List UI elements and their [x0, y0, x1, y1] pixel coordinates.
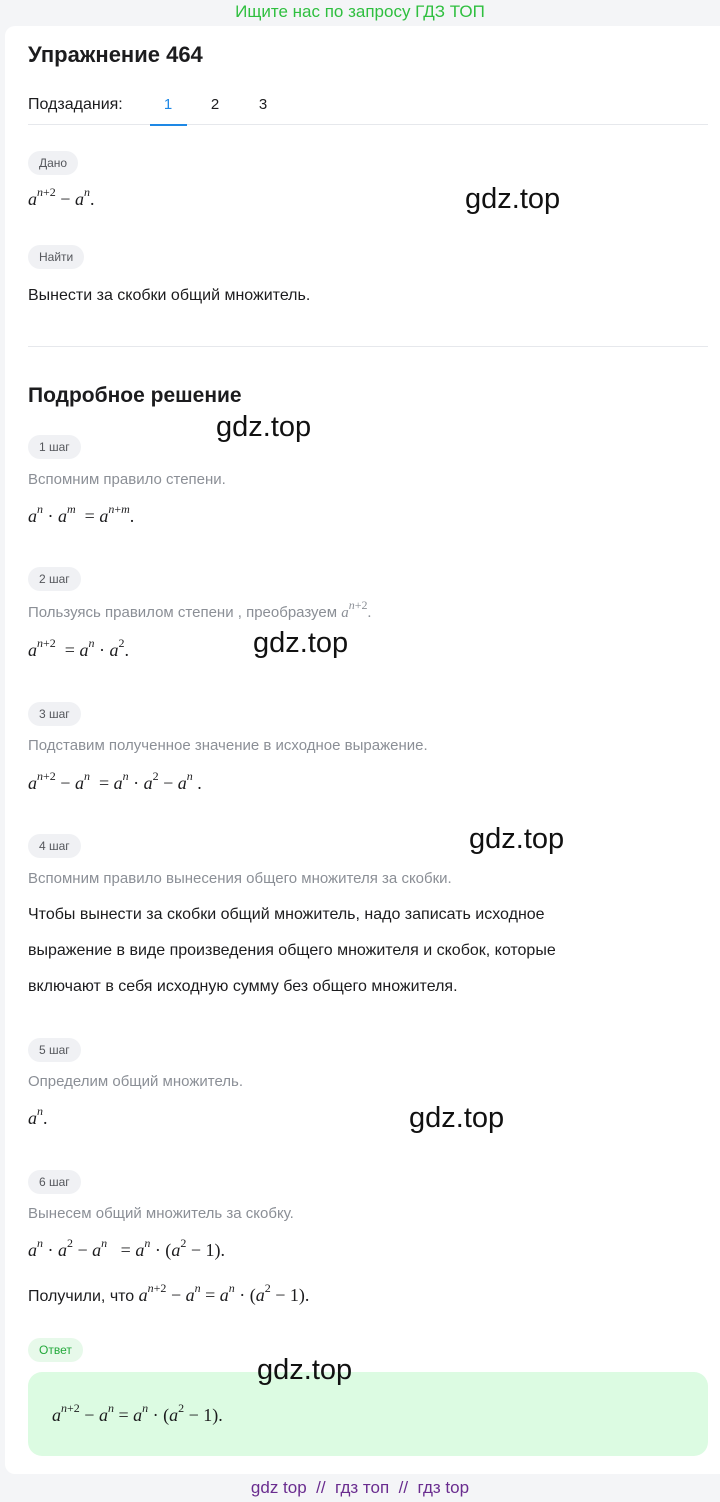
- find-text: Вынести за скобки общий множитель.: [28, 287, 311, 304]
- subtask-tab-1[interactable]: 1: [163, 96, 173, 113]
- given-pill: Дано: [28, 151, 78, 175]
- answer-pill: Ответ: [28, 1338, 83, 1362]
- exercise-card: [5, 26, 720, 1474]
- step-pill: 4 шаг: [28, 834, 81, 858]
- step-3-badge: [28, 702, 81, 726]
- step-4-hint: Вспомним правило вынесения общего множителя за скобки.: [28, 870, 452, 887]
- step-5-badge: [28, 1038, 81, 1062]
- step-pill: 3 шаг: [28, 702, 81, 726]
- answer-formula: $a^{n+2} - a^n = a^n \cdot (a^2 - 1)$.: [52, 1401, 223, 1425]
- footer-separator: //: [398, 1478, 409, 1497]
- footer-link-gdz-top-ru[interactable]: гдз топ: [335, 1478, 390, 1497]
- step-5-hint: Определим общий множитель.: [28, 1073, 244, 1090]
- top-banner: Ищите нас по запросу ГДЗ ТОП: [235, 2, 485, 21]
- active-tab-indicator: [150, 124, 187, 126]
- footer-links: [0, 1476, 720, 1500]
- watermark: gdz.top: [257, 1354, 353, 1386]
- step-2-hint: [28, 598, 372, 625]
- page-title: Упражнение 464: [28, 42, 203, 67]
- subtask-tab-3[interactable]: 3: [258, 96, 268, 113]
- step-4-badge: [28, 834, 81, 858]
- conclusion: [28, 1283, 309, 1309]
- rule-line: Чтобы вынести за скобки общий множитель, надо записать исходное: [28, 906, 545, 923]
- watermark: gdz.top: [469, 823, 565, 855]
- step-pill: 2 шаг: [28, 567, 81, 591]
- find-badge: [28, 245, 84, 269]
- find-pill: Найти: [28, 245, 84, 269]
- step-3-hint: Подставим полученное значение в исходное выражение.: [28, 737, 428, 754]
- given-badge: [28, 151, 78, 175]
- conclusion-formula: $a^{n+2} - a^n = a^n \cdot (a^2 - 1)$.: [138, 1281, 310, 1305]
- step-1-badge: [28, 435, 81, 459]
- conclusion-text: Получили, что: [28, 1288, 135, 1305]
- step-4-rule-text: [28, 897, 678, 1005]
- watermark: gdz.top: [465, 183, 561, 215]
- tabs-divider: [28, 124, 708, 125]
- watermark: gdz.top: [216, 411, 312, 443]
- solution-title: Подробное решение: [28, 384, 242, 407]
- subtasks-label: Подзадания:: [28, 96, 123, 113]
- rule-line: включают в себя исходную сумму без общего множителя.: [28, 978, 458, 995]
- watermark: gdz.top: [253, 627, 349, 659]
- step-pill: 1 шаг: [28, 435, 81, 459]
- step-1-hint: Вспомним правило степени.: [28, 471, 226, 488]
- step-2-hint-formula: $a^{n+2}$.: [341, 598, 372, 621]
- step-6-formula: $a^n \cdot a^2 - a^n = a^n \cdot (a^2 - 1)$.: [28, 1236, 225, 1260]
- footer-separator: //: [316, 1478, 326, 1497]
- step-pill: 6 шаг: [28, 1170, 81, 1194]
- footer-link-gdz-top-mixed[interactable]: гдз top: [417, 1478, 470, 1497]
- subtask-tab-2[interactable]: 2: [210, 96, 220, 113]
- step-2-badge: [28, 567, 81, 591]
- step-1-formula: $a^n \cdot a^m = a^{n+m}$.: [28, 502, 135, 526]
- step-2-formula: $a^{n+2} = a^n \cdot a^2$.: [28, 636, 129, 660]
- footer-link-gdz-top[interactable]: gdz top: [250, 1478, 307, 1497]
- step-pill: 5 шаг: [28, 1038, 81, 1062]
- section-divider: [28, 346, 708, 347]
- answer-badge: [28, 1338, 83, 1362]
- step-6-hint: Вынесем общий множитель за скобку.: [28, 1205, 294, 1222]
- step-6-badge: [28, 1170, 81, 1194]
- step-2-hint-text: Пользуясь правилом степени , преобразуем: [28, 604, 338, 621]
- step-3-formula: $a^{n+2} - a^n = a^n \cdot a^2 - a^n$ .: [28, 769, 202, 793]
- watermark: gdz.top: [409, 1102, 505, 1134]
- rule-line: выражение в виде произведения общего множителя и скобок, которые: [28, 942, 556, 959]
- given-expression: $a^{n+2} - a^n$.: [28, 185, 95, 209]
- step-5-formula: $a^n$.: [28, 1104, 48, 1128]
